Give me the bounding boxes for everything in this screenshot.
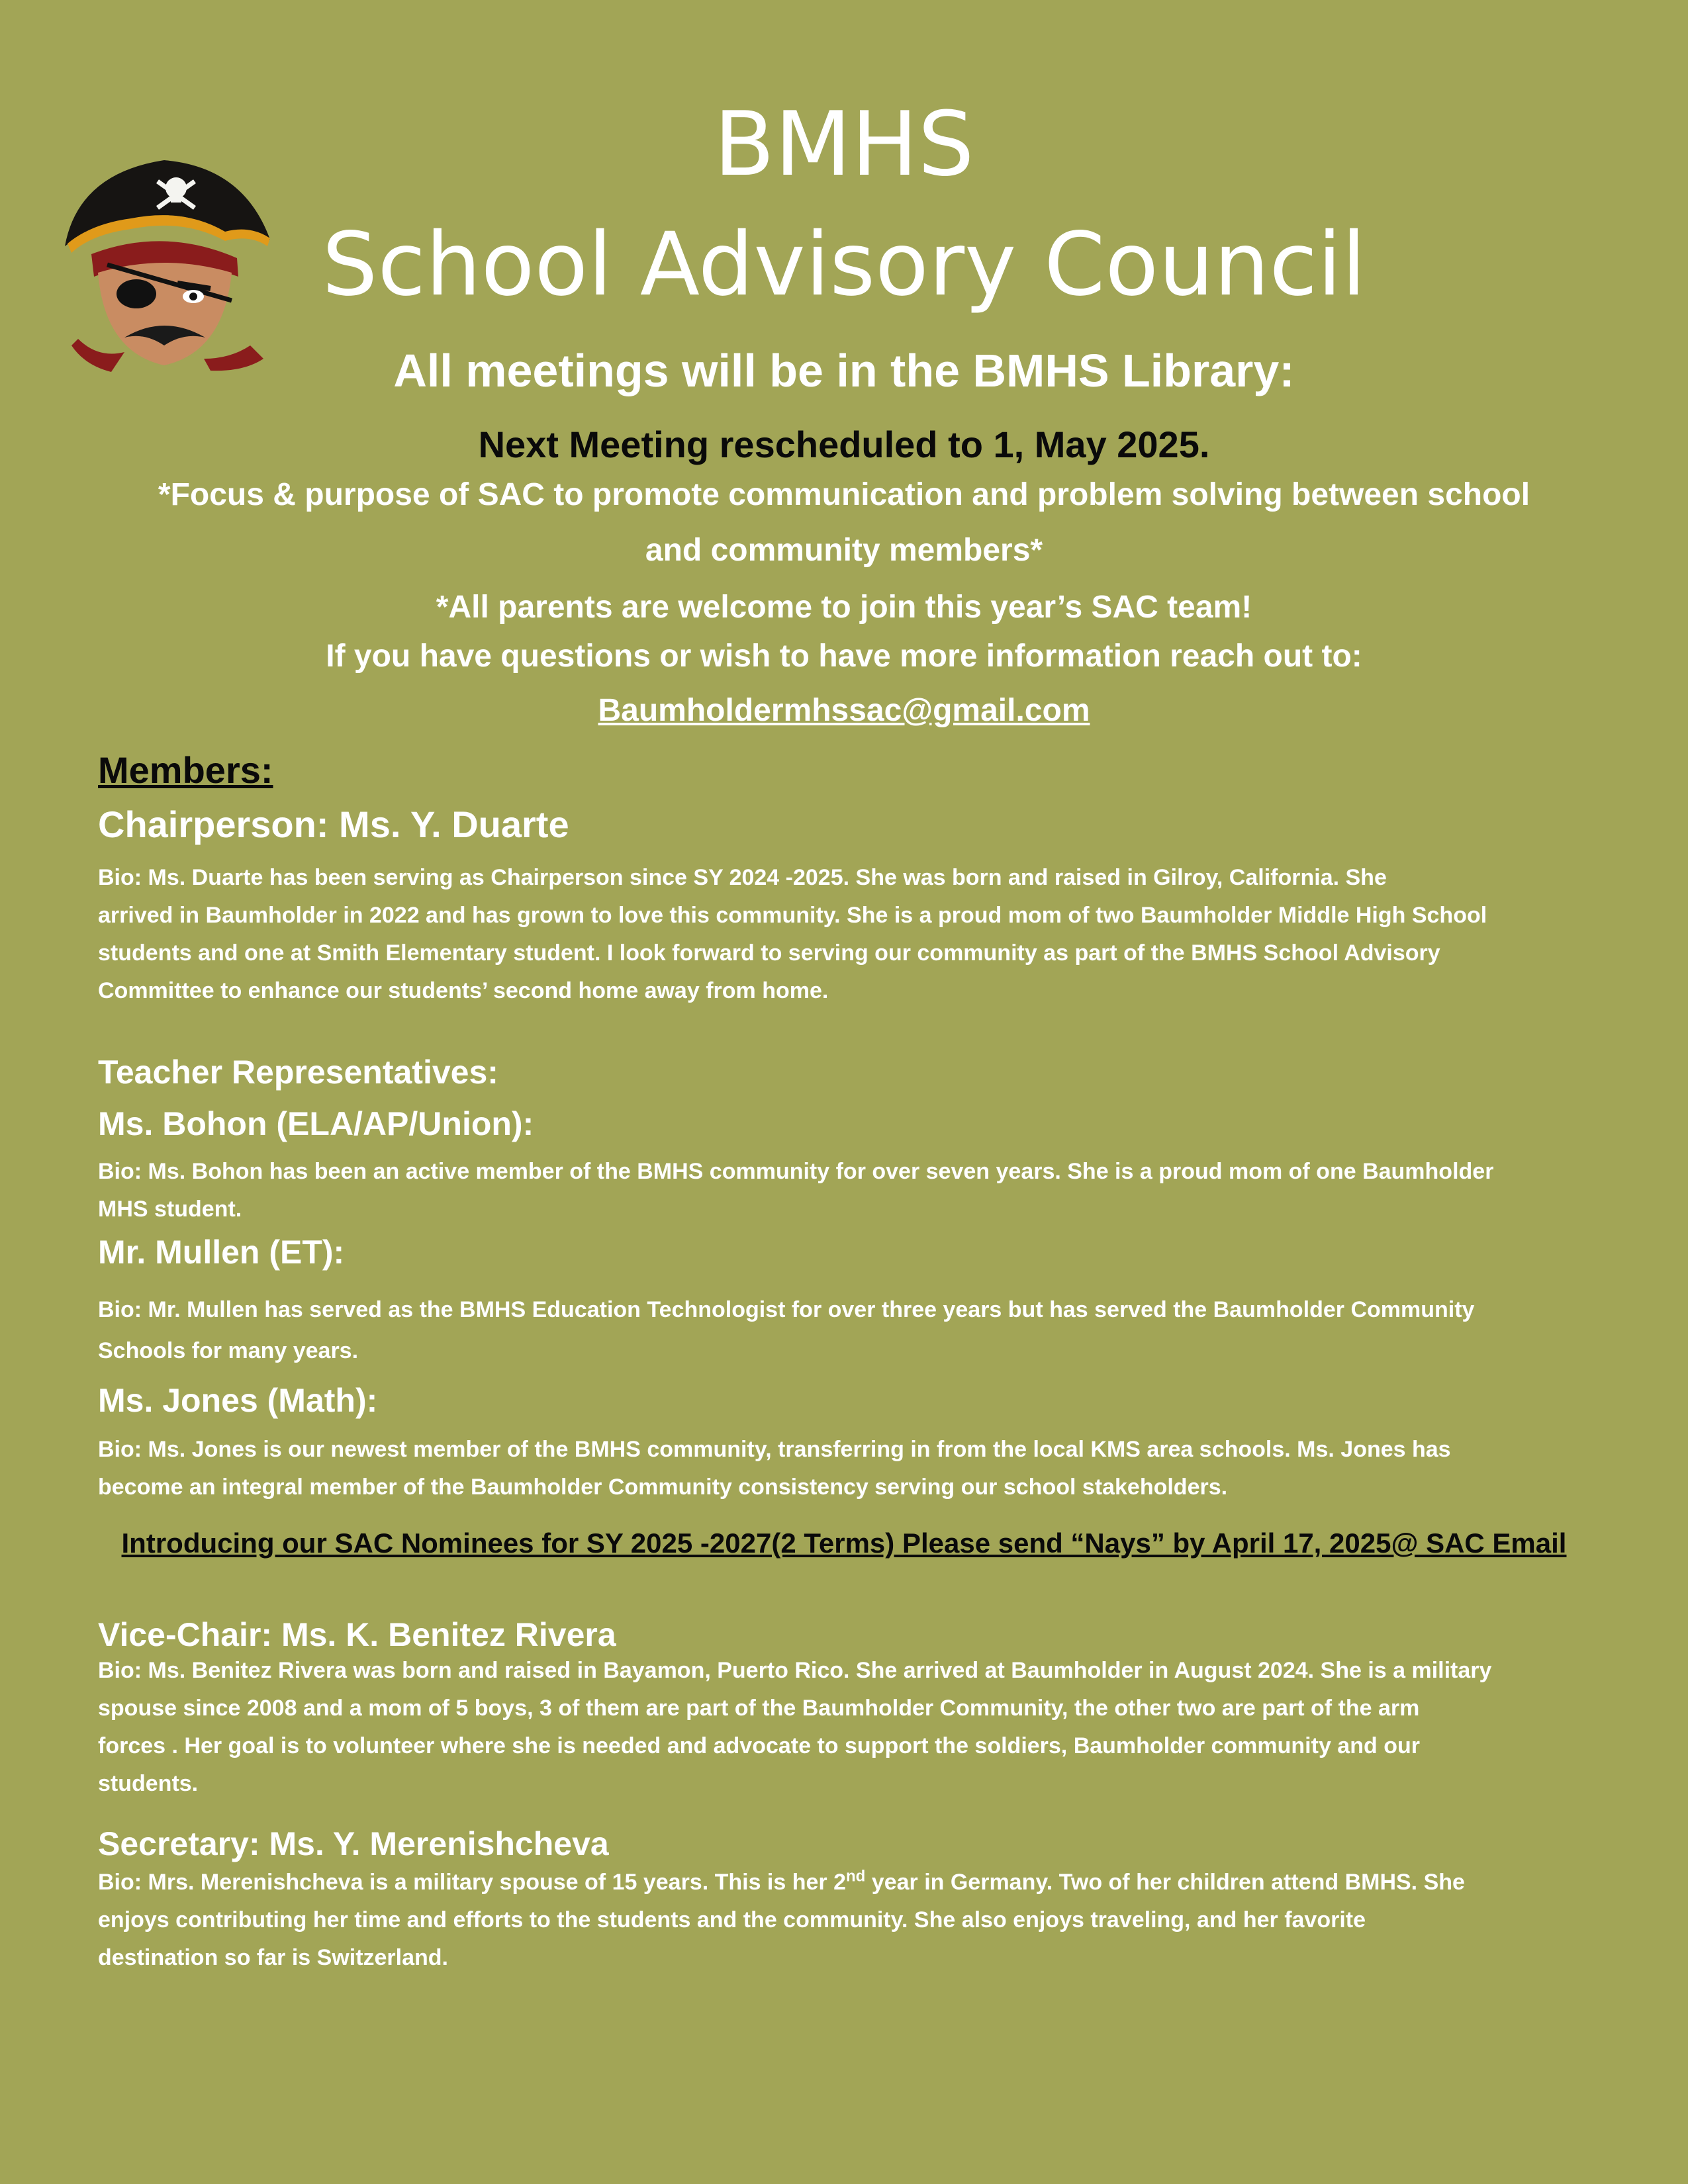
bio-line: Bio: Mrs. Merenishcheva is a military spouse of 15 years. This is her 2: [98, 1870, 847, 1895]
bio-line: Schools for many years.: [98, 1338, 359, 1363]
bio-line: Committee to enhance our students’ second home away from home.: [98, 978, 829, 1003]
nominees-heading: Introducing our SAC Nominees for SY 2025 -2027(2 Terms) Please send “Nays” by April 17, 2025@ SAC Email: [121, 1527, 1567, 1559]
next-meeting: Next Meeting rescheduled to 1, May 2025.: [478, 424, 1210, 465]
bio-line: arrived in Baumholder in 2022 and has grown to love this community. She is a proud mom of two Baumholder Middle High School: [98, 903, 1487, 928]
bio-line: Bio: Ms. Duarte has been serving as Chairperson since SY 2024 -2025. She was born and raised in Gilroy, California. She: [98, 865, 1387, 890]
bio-line: spouse since 2008 and a mom of 5 boys, 3 of them are part of the Baumholder Community, the other two are part of the arm: [98, 1696, 1420, 1721]
bio-line: MHS student.: [98, 1197, 242, 1222]
teacher-reps-heading: Teacher Representatives:: [98, 1054, 498, 1091]
secretary-name: Secretary: Ms. Y. Merenishcheva: [98, 1825, 609, 1862]
contact-email-link[interactable]: Baumholdermhssac@gmail.com: [598, 693, 1090, 728]
chairperson-bio: [98, 859, 1587, 1010]
chairperson-name: Chairperson: Ms. Y. Duarte: [98, 803, 569, 845]
bio-line: Bio: Ms. Benitez Rivera was born and raised in Bayamon, Puerto Rico. She arrived at Baumholder in August 2024. She is a military: [98, 1658, 1492, 1683]
members-heading: Members:: [98, 749, 273, 791]
teacher-mullen-bio: [98, 1289, 1587, 1371]
bio-line: students and one at Smith Elementary student. I look forward to serving our community as part of the BMHS School Advisory: [98, 940, 1440, 966]
secretary-bio: [98, 1864, 1587, 1977]
vice-chair-name: Vice-Chair: Ms. K. Benitez Rivera: [98, 1616, 616, 1653]
teacher-jones-bio: [98, 1431, 1587, 1506]
bio-line: Bio: Ms. Jones is our newest member of the BMHS community, transferring in from the local KMS area schools. Ms. Jones has: [98, 1437, 1451, 1462]
ordinal-suffix: nd: [846, 1867, 866, 1886]
bio-line: year in Germany. Two of her children attend BMHS. She: [865, 1870, 1465, 1895]
contact-prompt: If you have questions or wish to have more information reach out to:: [326, 639, 1362, 674]
teacher-bohon-name: Ms. Bohon (ELA/AP/Union):: [98, 1105, 534, 1142]
vice-chair-bio: [98, 1652, 1587, 1803]
bio-line: become an integral member of the Baumholder Community consistency serving our school stakeholders.: [98, 1475, 1228, 1500]
teacher-mullen-name: Mr. Mullen (ET):: [98, 1234, 345, 1271]
focus-statement: [0, 467, 1688, 578]
welcome-text: *All parents are welcome to join this year’s SAC team!: [436, 590, 1252, 625]
page-title-line2: School Advisory Council: [322, 214, 1366, 316]
teacher-jones-name: Ms. Jones (Math):: [98, 1382, 378, 1419]
teacher-bohon-bio: [98, 1153, 1587, 1228]
meeting-location: All meetings will be in the BMHS Library:: [393, 345, 1295, 396]
bio-line: Bio: Ms. Bohon has been an active member of the BMHS community for over seven years. She is a proud mom of one Baumholder: [98, 1159, 1494, 1184]
bio-line: Bio: Mr. Mullen has served as the BMHS Education Technologist for over three years but has served the Baumholder Community: [98, 1297, 1475, 1322]
bio-line: students.: [98, 1771, 199, 1796]
bio-line: destination so far is Switzerland.: [98, 1945, 448, 1970]
focus-line-1: *Focus & purpose of SAC to promote communication and problem solving between school: [158, 477, 1530, 512]
focus-line-2: and community members*: [645, 533, 1043, 568]
page-title-line1: BMHS: [714, 93, 974, 196]
bio-line: enjoys contributing her time and efforts to the students and the community. She also enjoys traveling, and her favorite: [98, 1907, 1366, 1933]
bio-line: forces . Her goal is to volunteer where she is needed and advocate to support the soldiers, Baumholder community and our: [98, 1733, 1420, 1758]
